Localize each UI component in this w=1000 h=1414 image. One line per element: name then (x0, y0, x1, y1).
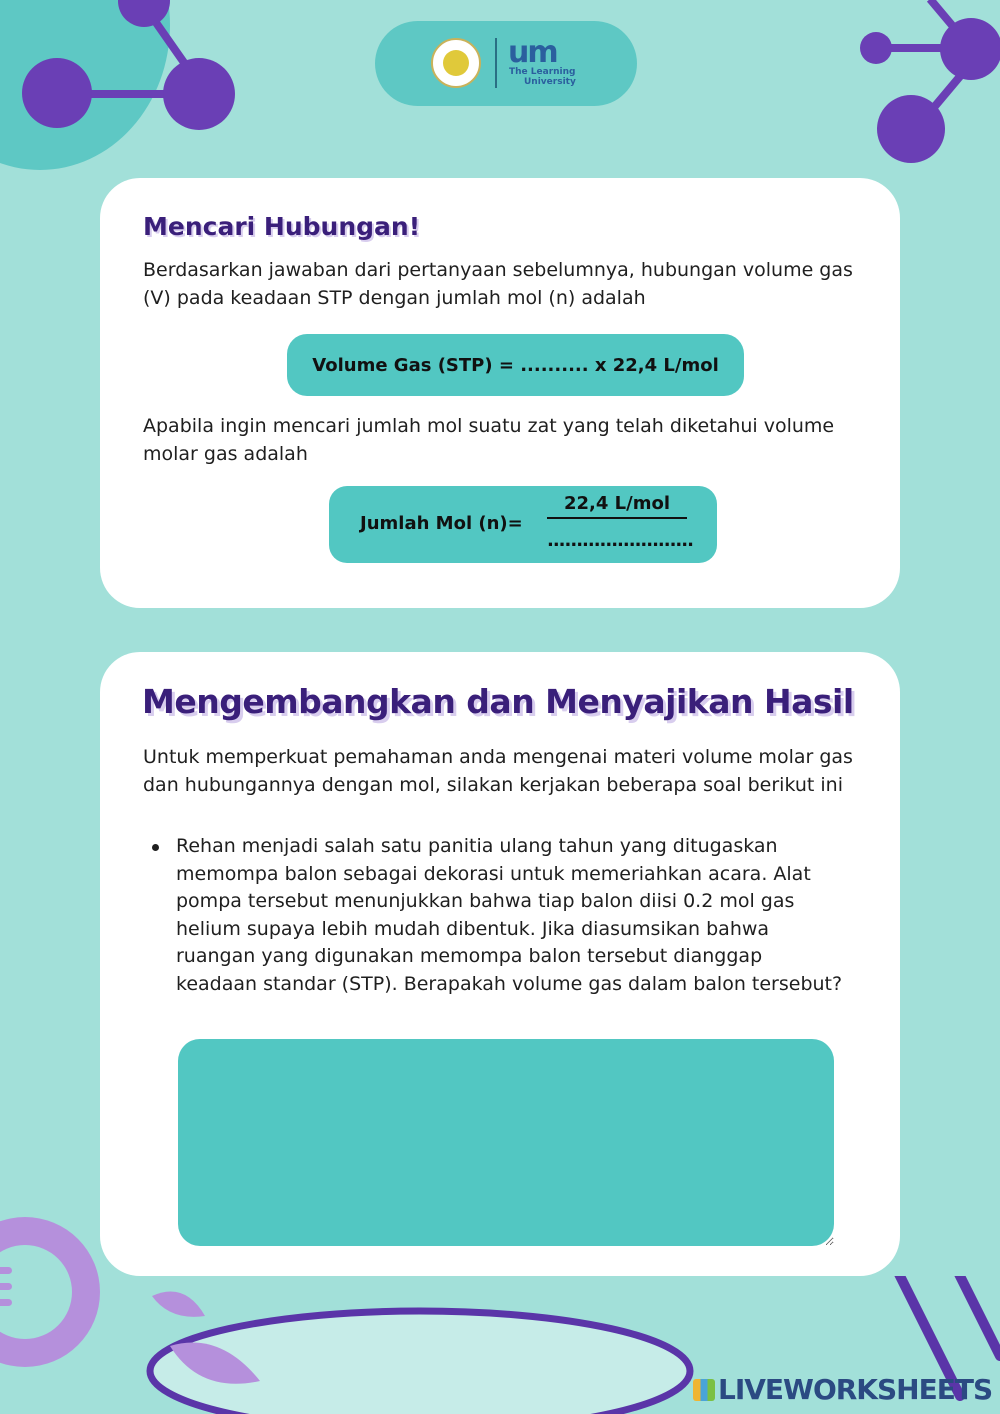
relationship-card (100, 178, 900, 608)
molecule-atom-icon (940, 18, 1000, 80)
molecule-atom-icon (877, 95, 945, 163)
liveworksheets-logo (693, 1373, 992, 1406)
footer-brand: LIVEWORKSHEETS (718, 1373, 993, 1406)
logo-tagline (509, 67, 576, 87)
liveworksheets-icon (693, 1379, 715, 1401)
mole-formula-label: Jumlah Mol (n)= (360, 513, 523, 534)
header-logo (375, 21, 637, 106)
molecule-atom-icon (163, 58, 235, 130)
section1-title: Mencari Hubungan! (143, 212, 421, 241)
um-brand-mark: um (508, 35, 557, 70)
molecule-atom-icon (860, 32, 892, 64)
question-list (143, 833, 843, 998)
section1-intro2: Apabila ingin mencari jumlah mol suatu zat yang telah diketahui volume molar gas adalah (143, 415, 835, 465)
section2-title: Mengembangkan dan Menyajikan Hasil (142, 682, 854, 721)
ring-stripe (0, 1267, 12, 1274)
seal-emblem (443, 50, 469, 76)
logo-divider (495, 38, 497, 88)
university-seal-icon (431, 38, 481, 88)
section1-intro: Berdasarkan jawaban dari pertanyaan sebelumnya, hubungan volume gas (V) pada keadaan STP dengan jumlah mol (n) adalah (143, 259, 853, 309)
section2-intro: Untuk memperkuat pemahaman anda mengenai materi volume molar gas dan hubungannya dengan mol, silakan kerjakan beberapa soal berikut ini (143, 746, 853, 796)
logo-tagline-line2: University (524, 77, 576, 87)
mole-formula (329, 486, 717, 563)
logo-tagline-line1: The Learning (509, 67, 576, 77)
molecule-atom-icon (22, 58, 92, 128)
volume-formula: Volume Gas (STP) = .......... x 22,4 L/mol (287, 334, 744, 396)
leaf-shape (152, 1292, 205, 1317)
practice-card (100, 652, 900, 1276)
answer-input[interactable] (178, 1039, 834, 1246)
mole-formula-numerator: 22,4 L/mol (547, 493, 687, 519)
list-item: Rehan menjadi salah satu panitia ulang tahun yang ditugaskan memompa balon sebagai dekorasi untuk memeriahkan acara. Alat pompa tersebut menunjukkan bahwa tiap balon diisi 0.2 mol gas helium supaya lebih mudah dibentuk. Jika diasumsikan bahwa ruangan yang digunakan memompa balon tersebut dianggap keadaan standar (STP). Berapakah volume gas dalam balon tersebut? (143, 833, 843, 998)
mole-formula-denominator: ......................... (547, 530, 693, 551)
